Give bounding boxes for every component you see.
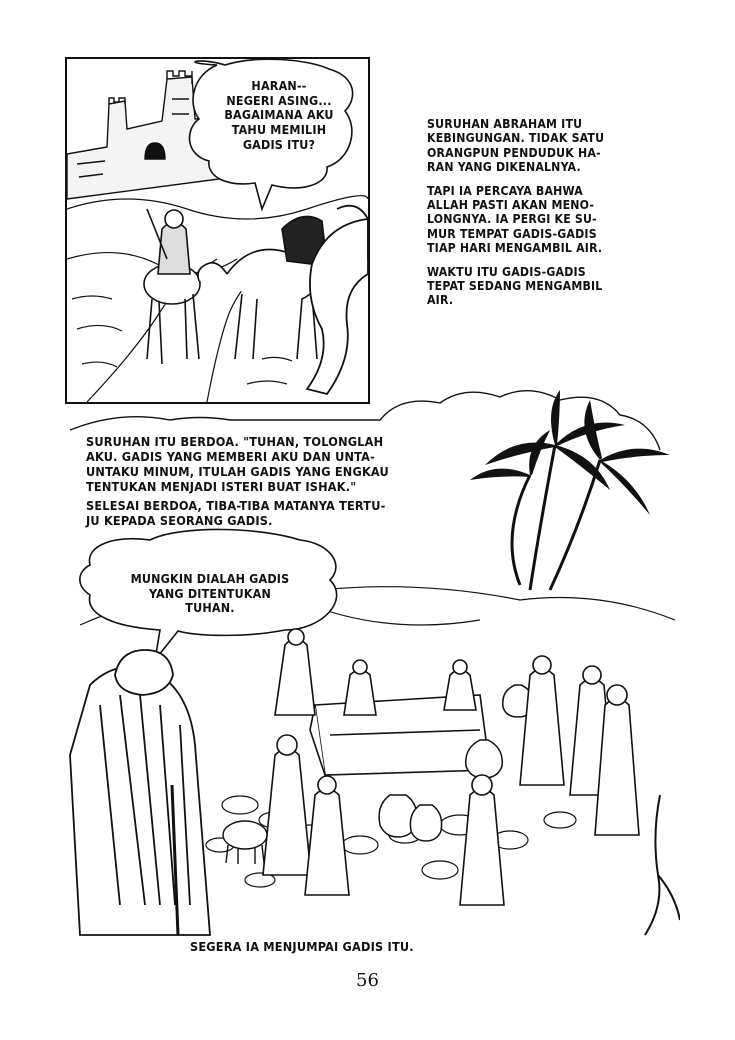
bubble-line: BAGAIMANA AKU [224, 107, 334, 123]
narration-line: SELESAI BERDOA, TIBA-TIBA MATANYA TERTU- [86, 498, 386, 514]
speech-bubble-top [209, 79, 349, 152]
narration-line: UNTAKU MINUM, ITULAH GADIS YANG ENGKAU [86, 463, 389, 479]
bubble-line: GADIS ITU? [242, 136, 316, 152]
page-number: 56 [356, 970, 379, 991]
narration-line: ORANGPUN PENDUDUK HA- [427, 145, 601, 160]
narration-line: MUR TEMPAT GADIS-GADIS [427, 226, 597, 241]
narration-line: TAPI IA PERCAYA BAHWA [427, 183, 583, 198]
narration-line: TENTUKAN MENJADI ISTERI BUAT ISHAK." [86, 478, 357, 494]
narration-line: ALLAH PASTI AKAN MENO- [427, 197, 595, 212]
narration-paragraph [427, 184, 657, 256]
caption: SEGERA IA MENJUMPAI GADIS ITU. [190, 939, 414, 954]
narration-paragraph [86, 499, 476, 529]
narration-line: SURUHAN ABRAHAM ITU [427, 117, 583, 131]
narration-line: AKU. GADIS YANG MEMBERI AKU DAN UNTA- [86, 448, 375, 464]
narration-line: AIR. [427, 293, 454, 308]
bubble-line: HARAN-- [251, 78, 307, 93]
narration-paragraph [427, 117, 657, 175]
narration-line: RAN YANG DIKENALNYA. [427, 160, 581, 175]
narration-line: LONGNYA. IA PERGI KE SU- [427, 212, 597, 227]
narration-line: TIAP HARI MENGAMBIL AIR. [427, 241, 603, 256]
narration-paragraph [86, 435, 476, 494]
bubble-line: TUHAN. [185, 600, 235, 616]
narration-line: JU KEPADA SEORANG GADIS. [86, 513, 273, 529]
narration-line: KEBINGUNGAN. TIDAK SATU [427, 131, 605, 146]
bottom-panel [60, 375, 680, 940]
narration-right [427, 117, 657, 308]
bubble-line: NEGERI ASING... [226, 92, 332, 108]
narration-line: SURUHAN ITU BERDOA. "TUHAN, TOLONGLAH [86, 434, 384, 449]
speech-bubble-bottom [90, 572, 330, 616]
narration-paragraph [427, 265, 657, 308]
narration-line: WAKTU ITU GADIS-GADIS [427, 264, 586, 279]
bubble-line: MUNGKIN DIALAH GADIS [130, 571, 290, 586]
bubble-line: YANG DITENTUKAN [148, 585, 272, 601]
top-panel [65, 57, 370, 404]
narration-line: TEPAT SEDANG MENGAMBIL [427, 278, 603, 293]
bubble-line: TAHU MEMILIH [231, 121, 327, 137]
narration-bottom [86, 435, 476, 529]
